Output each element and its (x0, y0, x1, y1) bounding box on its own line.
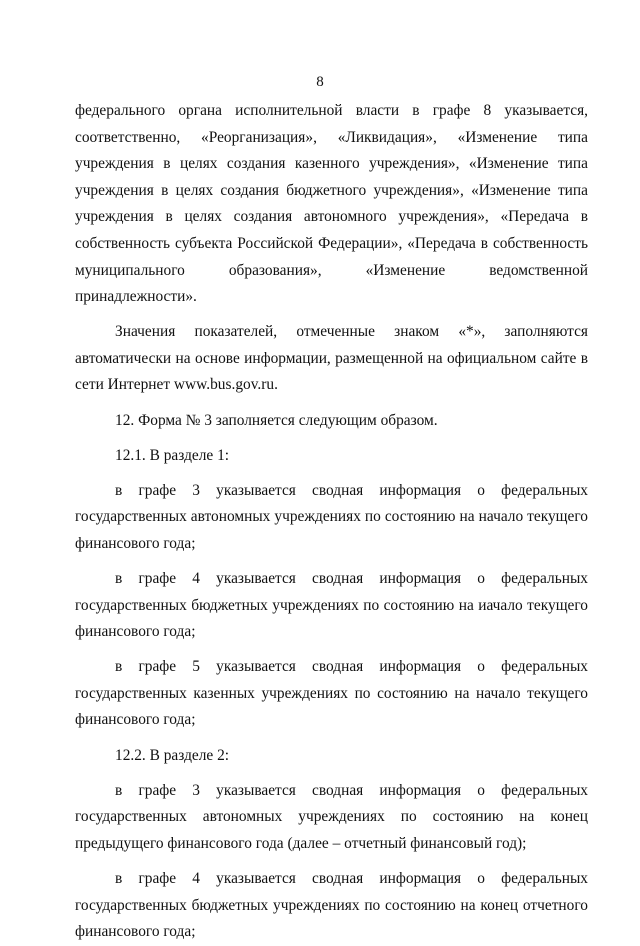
paragraph-12-1-column-3: в графе 3 указывается сводная информация о федеральных государственных автономных учреждениях по состоянию на начало текущего финансового года; (75, 481, 588, 552)
paragraph-12-2-column-3: в графе 3 указывается сводная информация о федеральных государственных автономных учреждениях по состоянию на конец предыдущего финансового года (далее – отчетный финансовый год); (75, 781, 588, 852)
document-body (75, 98, 588, 946)
paragraph-auto-values: Значения показателей, отмеченные знаком «*», заполняются автоматически на основе информации, размещенной на официальном сайте в сети Интернет www.bus.gov.ru. (75, 323, 588, 394)
paragraph-12-2-column-4: в графе 4 указывается сводная информация о федеральных государственных бюджетных учреждениях по состоянию на конец отчетного финансового года; (75, 869, 588, 941)
paragraph-12-1-column-5: в графе 5 указывается сводная информация о федеральных государственных казенных учреждениях по состоянию на начало текущего финансового года; (75, 658, 588, 729)
paragraph-continuation: федерального органа исполнительной власти в графе 8 указывается, соответственно, «Реорганизация», «Ликвидация», «Изменение типа учреждения в целях создания казенного учреждения», «Изменение типа учреждения в целях создания бюджетного учреждения», «Изменение типа учреждения в целях создания автономного учреждения», «Передача в собственность субъекта Российской Федерации», «Передача в собственность муниципального образования», «Изменение ведомственной принадлежности». (75, 102, 588, 306)
paragraph-form-3-heading: 12. Форма № 3 заполняется следующим образом. (115, 411, 438, 429)
paragraph-12-1-column-4: в графе 4 указывается сводная информация о федеральных государственных бюджетных учреждениях по состоянию на иачало текущего финансового года; (75, 570, 588, 641)
paragraph-section-12-2: 12.2. В разделе 2: (115, 746, 230, 764)
paragraph-section-12-1: 12.1. В разделе 1: (115, 446, 230, 464)
page-number: 8 (316, 74, 324, 90)
